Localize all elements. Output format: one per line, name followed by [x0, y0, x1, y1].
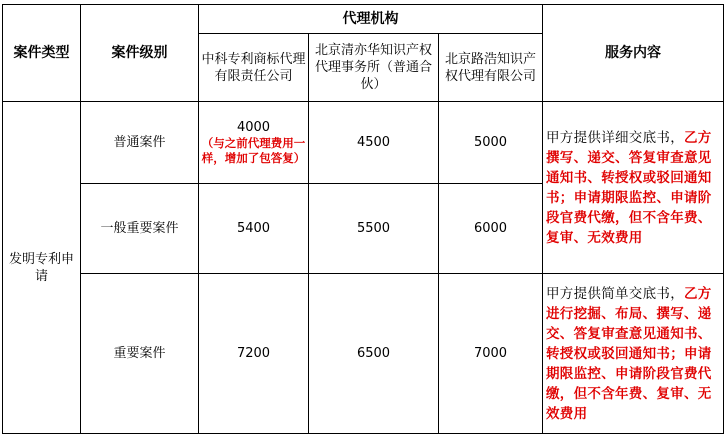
header-service: 服务内容 — [543, 5, 724, 102]
price-cell: 5500 — [309, 184, 439, 274]
service-text-highlight: 乙方进行挖掘、布局、撰写、递交、答复审查意见通知书、转授权或驳回通知书；申请期限监控、申请阶段官费代缴，但不含年费、复审、无效费用 — [546, 285, 712, 422]
header-case-type: 案件类型 — [3, 5, 81, 102]
service-text: 甲方提供简单交底书， — [546, 285, 684, 302]
case-level: 一般重要案件 — [81, 184, 199, 274]
case-level: 重要案件 — [81, 274, 199, 434]
price-cell: 7200 — [199, 274, 309, 434]
header-case-level: 案件级别 — [81, 5, 199, 102]
agency-name: 北京清亦华知识产权代理事务所（普通合伙） — [309, 34, 439, 102]
agency-name: 中科专利商标代理有限责任公司 — [199, 34, 309, 102]
price-cell — [199, 102, 309, 184]
price-value: 4000 — [236, 120, 271, 135]
agency-name: 北京路浩知识产权代理有限公司 — [439, 34, 543, 102]
pricing-table — [2, 4, 724, 434]
case-level: 普通案件 — [81, 102, 199, 184]
price-note: （与之前代理费用一样，增加了包答复） — [201, 136, 306, 165]
price-cell: 6000 — [439, 184, 543, 274]
price-cell: 5400 — [199, 184, 309, 274]
service-text-highlight: 乙方撰写、递交、答复审查意见通知书、转授权或驳回通知书；申请期限监控、申请阶段官费代缴，但不含年费、复审、无效费用 — [546, 129, 712, 246]
table-row — [3, 102, 724, 184]
service-description — [543, 274, 724, 434]
price-cell: 7000 — [439, 274, 543, 434]
price-cell: 5000 — [439, 102, 543, 184]
price-cell: 6500 — [309, 274, 439, 434]
service-description — [543, 102, 724, 274]
header-agency-group: 代理机构 — [199, 5, 543, 34]
price-cell: 4500 — [309, 102, 439, 184]
service-text: 甲方提供详细交底书， — [546, 129, 684, 146]
table-row — [3, 274, 724, 434]
case-type-value: 发明专利申请 — [3, 102, 81, 434]
